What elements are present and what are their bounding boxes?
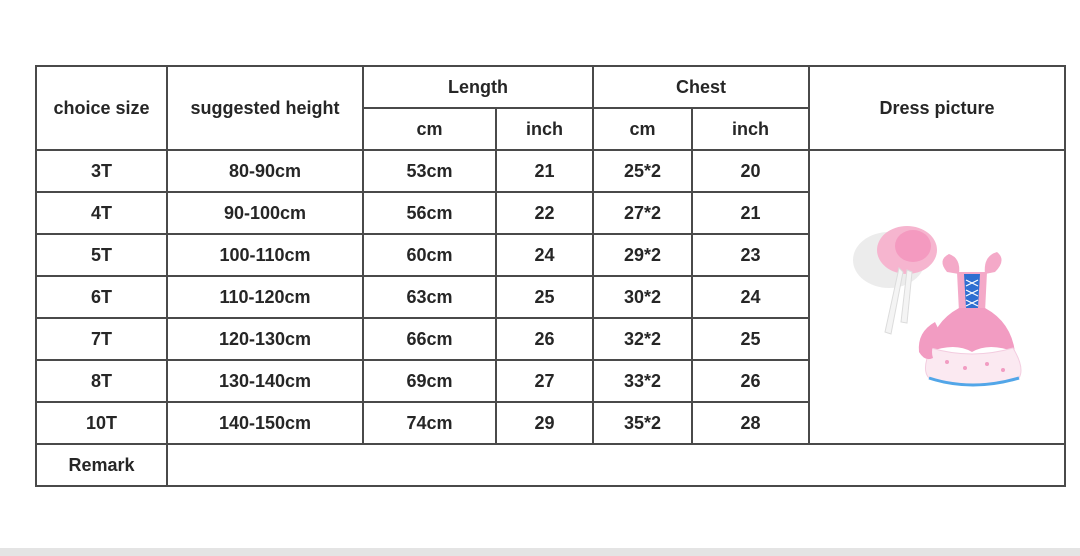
cell-size: 6T	[36, 276, 167, 318]
dress-sleeve-left	[942, 254, 959, 274]
cell-height: 130-140cm	[167, 360, 363, 402]
cell-chest-inch: 21	[692, 192, 809, 234]
remark-value	[167, 444, 1065, 486]
header-chest-cm: cm	[593, 108, 692, 150]
cell-chest-inch: 25	[692, 318, 809, 360]
cell-chest-cm: 30*2	[593, 276, 692, 318]
cell-length-inch: 27	[496, 360, 593, 402]
header-chest-inch: inch	[692, 108, 809, 150]
cell-chest-inch: 28	[692, 402, 809, 444]
cell-length-inch: 24	[496, 234, 593, 276]
hat-crown	[895, 230, 931, 262]
dress-picture-cell	[809, 150, 1065, 444]
header-length: Length	[363, 66, 593, 108]
remark-row	[36, 444, 1065, 486]
dress-picture	[837, 202, 1037, 392]
cell-size: 5T	[36, 234, 167, 276]
cell-length-cm: 66cm	[363, 318, 496, 360]
cell-size: 4T	[36, 192, 167, 234]
cell-length-inch: 21	[496, 150, 593, 192]
cell-chest-inch: 26	[692, 360, 809, 402]
cell-length-inch: 29	[496, 402, 593, 444]
cell-length-cm: 74cm	[363, 402, 496, 444]
dress-overskirt	[929, 308, 1015, 352]
cell-length-cm: 63cm	[363, 276, 496, 318]
cell-chest-inch: 24	[692, 276, 809, 318]
cell-length-inch: 22	[496, 192, 593, 234]
dress-petticoat	[925, 348, 1021, 384]
cell-size: 3T	[36, 150, 167, 192]
cell-height: 100-110cm	[167, 234, 363, 276]
cell-chest-inch: 23	[692, 234, 809, 276]
cell-chest-cm: 35*2	[593, 402, 692, 444]
header-suggested-height: suggested height	[167, 66, 363, 150]
cell-size: 8T	[36, 360, 167, 402]
cell-height: 120-130cm	[167, 318, 363, 360]
cell-length-inch: 25	[496, 276, 593, 318]
header-length-cm: cm	[363, 108, 496, 150]
header-dress-picture: Dress picture	[809, 66, 1065, 150]
cell-chest-cm: 27*2	[593, 192, 692, 234]
cell-chest-inch: 20	[692, 150, 809, 192]
cell-height: 90-100cm	[167, 192, 363, 234]
header-chest: Chest	[593, 66, 809, 108]
cell-height: 110-120cm	[167, 276, 363, 318]
cell-length-cm: 60cm	[363, 234, 496, 276]
cell-size: 7T	[36, 318, 167, 360]
bottom-band	[0, 548, 1080, 556]
header-length-inch: inch	[496, 108, 593, 150]
size-chart-table	[35, 65, 1066, 487]
cell-chest-cm: 29*2	[593, 234, 692, 276]
cell-height: 140-150cm	[167, 402, 363, 444]
cell-length-inch: 26	[496, 318, 593, 360]
cell-height: 80-90cm	[167, 150, 363, 192]
dress-sleeve-right	[985, 252, 1002, 274]
remark-label: Remark	[36, 444, 167, 486]
cell-chest-cm: 32*2	[593, 318, 692, 360]
cell-length-cm: 53cm	[363, 150, 496, 192]
cell-size: 10T	[36, 402, 167, 444]
cell-length-cm: 56cm	[363, 192, 496, 234]
table-row	[36, 150, 1065, 192]
cell-chest-cm: 25*2	[593, 150, 692, 192]
cell-chest-cm: 33*2	[593, 360, 692, 402]
cell-length-cm: 69cm	[363, 360, 496, 402]
header-choice-size: choice size	[36, 66, 167, 150]
